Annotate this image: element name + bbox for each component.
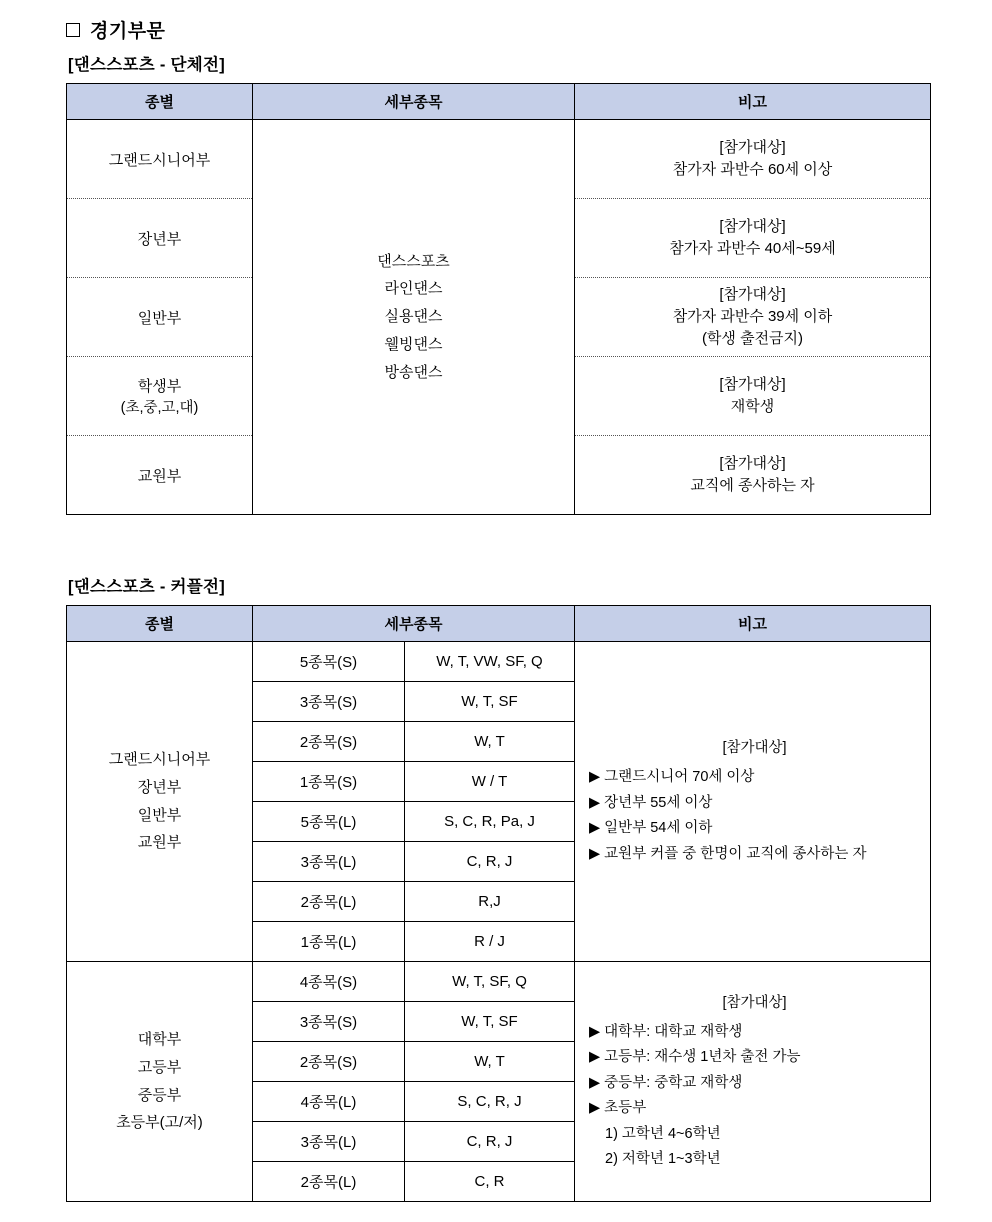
team-table-title: [댄스스포츠 - 단체전]: [68, 56, 226, 74]
detail-event-line: 댄스스포츠: [377, 252, 450, 270]
division-label: 그랜드시니어부: [108, 151, 211, 169]
event-name-cell: 2종목(S): [253, 722, 405, 762]
team-event-table: [66, 83, 931, 515]
note-cell: [575, 199, 931, 278]
event-name-cell: 2종목(S): [253, 1042, 405, 1082]
event-name-cell: 2종목(L): [253, 1162, 405, 1202]
note-title: [참가대상]: [719, 455, 786, 473]
event-dances-cell: W, T, SF: [405, 1002, 575, 1042]
detail-event-line: 실용댄스: [384, 308, 443, 326]
division-label: 교원부: [137, 834, 182, 852]
event-name-cell: 3종목(S): [253, 1002, 405, 1042]
column-header-detail: 세부종목: [253, 606, 575, 642]
table-header-row: [67, 606, 931, 642]
division-group-cell: [67, 642, 253, 962]
note-title: [참가대상]: [719, 376, 786, 394]
note-bullet: ▶ 일반부 54세 이하: [589, 820, 713, 837]
detail-event-line: 방송댄스: [384, 363, 443, 381]
table-row: [67, 642, 931, 682]
note-cell: [575, 120, 931, 199]
note-bullet: ▶ 장년부 55세 이상: [589, 794, 713, 811]
note-line: 참가자 과반수 60세 이상: [672, 161, 833, 178]
event-name-cell: 1종목(L): [253, 922, 405, 962]
detail-events-cell: [253, 120, 575, 515]
event-dances-cell: W, T: [405, 722, 575, 762]
division-label: 대학부: [137, 1031, 182, 1048]
note-subitem: 1) 고학년 4~6학년: [605, 1125, 721, 1142]
division-label: 교원부: [137, 467, 182, 485]
couple-event-table: [66, 605, 931, 1202]
event-dances-cell: R / J: [405, 922, 575, 962]
division-cell: [67, 120, 253, 199]
division-label: 그랜드시니어부: [108, 751, 211, 768]
note-line: 재학생: [730, 398, 775, 415]
event-dances-cell: W, T, SF, Q: [405, 962, 575, 1002]
division-sublabel: (초,중,고,대): [120, 400, 199, 416]
note-bullet: ▶ 교원부 커플 중 한명이 교직에 종사하는 자: [589, 845, 867, 862]
note-bullet: ▶ 중등부: 중학교 재학생: [589, 1074, 743, 1091]
division-label: 학생부: [137, 378, 182, 395]
event-dances-cell: W, T, SF: [405, 682, 575, 722]
note-bullet: ▶ 고등부: 재수생 1년차 출전 가능: [589, 1049, 801, 1066]
note-cell: [575, 278, 931, 357]
division-label: 고등부: [137, 1058, 182, 1076]
event-name-cell: 5종목(L): [253, 802, 405, 842]
event-name-cell: 3종목(L): [253, 1122, 405, 1162]
division-label: 초등부(고/저): [116, 1114, 203, 1132]
empty-checkbox-icon: [66, 23, 80, 37]
event-name-cell: 5종목(S): [253, 642, 405, 682]
event-name-cell: 1종목(S): [253, 762, 405, 802]
event-name-cell: 4종목(L): [253, 1082, 405, 1122]
note-title: [참가대상]: [722, 994, 787, 1011]
event-dances-cell: W, T, VW, SF, Q: [405, 642, 575, 682]
event-dances-cell: C, R, J: [405, 842, 575, 882]
table-row: [67, 120, 931, 199]
column-header-note: 비고: [575, 606, 931, 642]
section-spacer: [66, 515, 932, 567]
division-label: 장년부: [137, 778, 182, 796]
column-header-detail: 세부종목: [253, 84, 575, 120]
division-cell: [67, 436, 253, 515]
division-label: 일반부: [137, 309, 182, 327]
note-cell: [575, 642, 931, 962]
table-header-row: [67, 84, 931, 120]
event-dances-cell: S, C, R, Pa, J: [405, 802, 575, 842]
division-label: 장년부: [137, 230, 182, 248]
table-row: [67, 962, 931, 1002]
note-title: [참가대상]: [719, 139, 786, 157]
event-dances-cell: W / T: [405, 762, 575, 802]
detail-event-line: 라인댄스: [384, 280, 443, 298]
column-header-division: 종별: [67, 606, 253, 642]
page-title: [66, 16, 932, 43]
note-title: [참가대상]: [719, 286, 786, 304]
note-line: 참가자 과반수 39세 이하: [672, 308, 833, 326]
note-line: 교직에 종사하는 자: [690, 477, 815, 494]
note-bullet: ▶ 초등부: [589, 1100, 647, 1117]
note-title: [참가대상]: [722, 740, 787, 757]
event-name-cell: 3종목(L): [253, 842, 405, 882]
event-name-cell: 4종목(S): [253, 962, 405, 1002]
note-cell: [575, 436, 931, 515]
note-bullet: ▶ 대학부: 대학교 재학생: [589, 1024, 743, 1041]
event-name-cell: 3종목(S): [253, 682, 405, 722]
column-header-division: 종별: [67, 84, 253, 120]
note-title: [참가대상]: [719, 218, 786, 236]
couple-table-title: [댄스스포츠 - 커플전]: [68, 578, 226, 596]
event-dances-cell: C, R: [405, 1162, 575, 1202]
note-line: 참가자 과반수 40세~59세: [669, 240, 836, 257]
division-label: 중등부: [137, 1086, 182, 1104]
division-label: 일반부: [137, 806, 182, 824]
event-dances-cell: W, T: [405, 1042, 575, 1082]
event-dances-cell: R,J: [405, 882, 575, 922]
event-dances-cell: S, C, R, J: [405, 1082, 575, 1122]
division-cell: [67, 278, 253, 357]
division-cell: [67, 357, 253, 436]
division-group-cell: [67, 962, 253, 1202]
division-cell: [67, 199, 253, 278]
note-cell: [575, 962, 931, 1202]
note-line: (학생 출전금지): [701, 329, 804, 347]
note-bullet: ▶ 그랜드시니어 70세 이상: [589, 769, 755, 786]
event-dances-cell: C, R, J: [405, 1122, 575, 1162]
column-header-note: 비고: [575, 84, 931, 120]
note-subitem: 2) 저학년 1~3학년: [605, 1150, 721, 1167]
note-cell: [575, 357, 931, 436]
page-title-text: 경기부문: [90, 21, 166, 42]
detail-event-line: 웰빙댄스: [384, 335, 443, 353]
event-name-cell: 2종목(L): [253, 882, 405, 922]
